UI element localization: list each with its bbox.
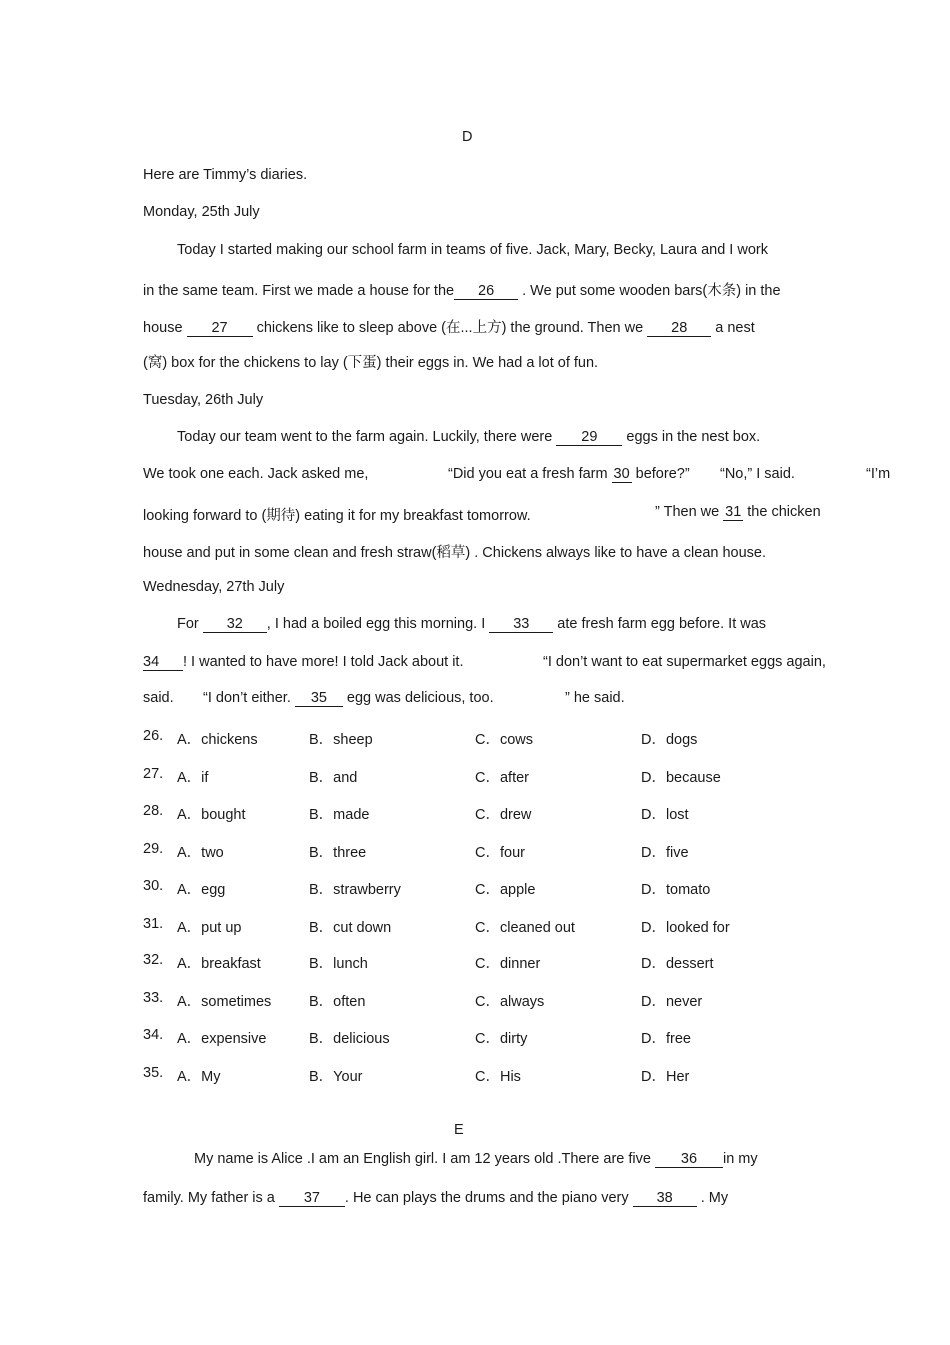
question-number: 34. xyxy=(143,1027,164,1043)
question-number: 31. xyxy=(143,916,164,932)
question-number: 32. xyxy=(143,952,164,968)
question-row xyxy=(143,728,823,748)
option-d: D．five xyxy=(641,845,689,861)
diary1-line-3 xyxy=(143,316,755,337)
option-b: B．often xyxy=(309,994,366,1010)
section-e-line-2 xyxy=(143,1190,728,1207)
section-e-text: . My xyxy=(700,1190,729,1206)
diary2-text: ” Then we xyxy=(655,504,720,520)
option-a: A．breakfast xyxy=(177,956,261,972)
diary1-line-2 xyxy=(143,279,781,300)
option-d: D．tomato xyxy=(641,882,711,898)
blank-26: 26 xyxy=(454,284,518,300)
diary3-line-2 xyxy=(143,654,463,671)
blank-33: 33 xyxy=(489,617,553,633)
diary3-text: “I don’t either. xyxy=(203,690,291,706)
diary3-line-1 xyxy=(177,616,766,633)
question-row xyxy=(143,916,823,936)
option-a: A．expensive xyxy=(177,1031,267,1047)
section-e-text: . He can plays the drums and the piano very xyxy=(344,1190,629,1206)
diary3-text: egg was delicious, too. xyxy=(346,690,494,706)
option-c: C．cows xyxy=(475,732,534,748)
diary2-line-3-end xyxy=(655,504,821,521)
question-row xyxy=(143,1065,823,1085)
blank-27: 27 xyxy=(187,321,253,337)
question-number: 30. xyxy=(143,878,164,894)
question-number: 35. xyxy=(143,1065,164,1081)
option-c: C．always xyxy=(475,994,545,1010)
blank-37: 37 xyxy=(279,1191,345,1207)
option-a: A．two xyxy=(177,845,224,861)
blank-38: 38 xyxy=(633,1191,697,1207)
diary2-text: Today our team went to the farm again. Luckily, there were xyxy=(177,429,553,445)
diary2-line-2 xyxy=(143,466,368,482)
blank-36: 36 xyxy=(655,1152,723,1168)
option-b: B．and xyxy=(309,770,358,786)
question-row xyxy=(143,803,823,823)
question-row xyxy=(143,990,823,1010)
option-c: C．His xyxy=(475,1069,521,1085)
option-b: B．three xyxy=(309,845,367,861)
diary3-line-3-end: ” he said. xyxy=(565,690,625,706)
option-d: D．dogs xyxy=(641,732,698,748)
option-a: A．egg xyxy=(177,882,226,898)
diary2-text: before?” xyxy=(635,466,690,482)
diary1-text: chickens like to sleep above (在...上方) the ground. Then we xyxy=(256,320,644,336)
diary3-text: , I had a boiled egg this morning. I xyxy=(266,616,486,632)
diary2-text: We took one each. Jack asked me, xyxy=(143,466,369,482)
diary1-line-1: Today I started making our school farm in teams of five. Jack, Mary, Becky, Laura and I work xyxy=(177,242,768,258)
option-c: C．dirty xyxy=(475,1031,528,1047)
option-d: D．never xyxy=(641,994,703,1010)
diary-date-wednesday: Wednesday, 27th July xyxy=(143,579,285,595)
option-b: B．delicious xyxy=(309,1031,390,1047)
blank-32: 32 xyxy=(203,617,267,633)
diary2-text: eggs in the nest box. xyxy=(626,429,761,445)
diary3-text: ate fresh farm egg before. It was xyxy=(557,616,767,632)
diary2-line-2-reply: “No,” I said. xyxy=(720,466,795,482)
diary3-line-3-quote xyxy=(203,690,494,707)
diary3-text: For xyxy=(177,616,199,632)
option-b: B．Your xyxy=(309,1069,363,1085)
option-d: D．Her xyxy=(641,1069,690,1085)
question-row xyxy=(143,878,823,898)
option-c: C．dinner xyxy=(475,956,541,972)
diary1-line-4: (窝) box for the chickens to lay (下蛋) their eggs in. We had a lot of fun. xyxy=(143,355,599,371)
section-d-intro: Here are Timmy’s diaries. xyxy=(143,167,308,183)
blank-28: 28 xyxy=(647,321,711,337)
diary2-text: the chicken xyxy=(747,504,821,520)
option-a: A．bought xyxy=(177,807,246,823)
option-d: D．because xyxy=(641,770,721,786)
option-c: C．apple xyxy=(475,882,536,898)
question-row xyxy=(143,952,823,972)
option-c: C．after xyxy=(475,770,529,786)
blank-30: 30 xyxy=(613,466,630,482)
question-row xyxy=(143,1027,823,1047)
blank-34: 34 xyxy=(143,655,183,671)
question-number: 28. xyxy=(143,803,164,819)
blank-29: 29 xyxy=(556,430,622,446)
diary3-line-2-quote: “I don’t want to eat supermarket eggs again, xyxy=(543,654,826,670)
diary2-line-2-quote xyxy=(448,466,690,483)
question-row xyxy=(143,841,823,861)
diary1-text: a nest xyxy=(715,320,755,336)
option-b: B．lunch xyxy=(309,956,368,972)
section-e-text: My name is Alice .I am an English girl. I am 12 years old .There are five xyxy=(194,1151,651,1167)
diary-date-tuesday: Tuesday, 26th July xyxy=(143,392,264,408)
question-number: 29. xyxy=(143,841,164,857)
blank-35: 35 xyxy=(295,691,343,707)
diary1-text: house xyxy=(143,320,183,336)
question-number: 26. xyxy=(143,728,164,744)
diary1-text: in the same team. First we made a house for the xyxy=(143,283,455,299)
option-b: B．made xyxy=(309,807,370,823)
option-a: A．put up xyxy=(177,920,242,936)
option-c: C．cleaned out xyxy=(475,920,575,936)
option-a: A．if xyxy=(177,770,209,786)
option-a: A．chickens xyxy=(177,732,258,748)
blank-31: 31 xyxy=(725,504,742,520)
option-b: B．sheep xyxy=(309,732,373,748)
section-e-heading: E xyxy=(454,1122,464,1138)
diary1-text: . We put some wooden bars(木条) in the xyxy=(522,283,781,299)
diary-date-monday: Monday, 25th July xyxy=(143,204,260,220)
question-number: 33. xyxy=(143,990,164,1006)
question-number: 27. xyxy=(143,766,164,782)
option-b: B．strawberry xyxy=(309,882,401,898)
question-row xyxy=(143,766,823,786)
diary2-line-4: house and put in some clean and fresh straw(稻草) . Chickens always like to have a clean house. xyxy=(143,545,767,561)
diary2-line-1 xyxy=(177,429,760,446)
option-d: D．lost xyxy=(641,807,689,823)
option-c: C．four xyxy=(475,845,525,861)
diary2-line-3: looking forward to (期待) eating it for my breakfast tomorrow. xyxy=(143,508,531,524)
option-a: A．sometimes xyxy=(177,994,272,1010)
option-a: A．My xyxy=(177,1069,221,1085)
diary2-text: “Did you eat a fresh farm xyxy=(448,466,608,482)
diary3-text: ! I wanted to have more! I told Jack about it. xyxy=(183,654,464,670)
option-c: C．drew xyxy=(475,807,532,823)
section-e-text: in my xyxy=(722,1151,758,1167)
option-d: D．dessert xyxy=(641,956,714,972)
option-d: D．looked for xyxy=(641,920,730,936)
section-e-text: family. My father is a xyxy=(143,1190,275,1206)
option-b: B．cut down xyxy=(309,920,392,936)
option-d: D．free xyxy=(641,1031,691,1047)
diary3-line-3: said. xyxy=(143,690,174,706)
section-e-line-1 xyxy=(194,1151,758,1168)
diary2-line-2-end: “I’m xyxy=(866,466,891,482)
section-d-heading: D xyxy=(462,129,473,145)
